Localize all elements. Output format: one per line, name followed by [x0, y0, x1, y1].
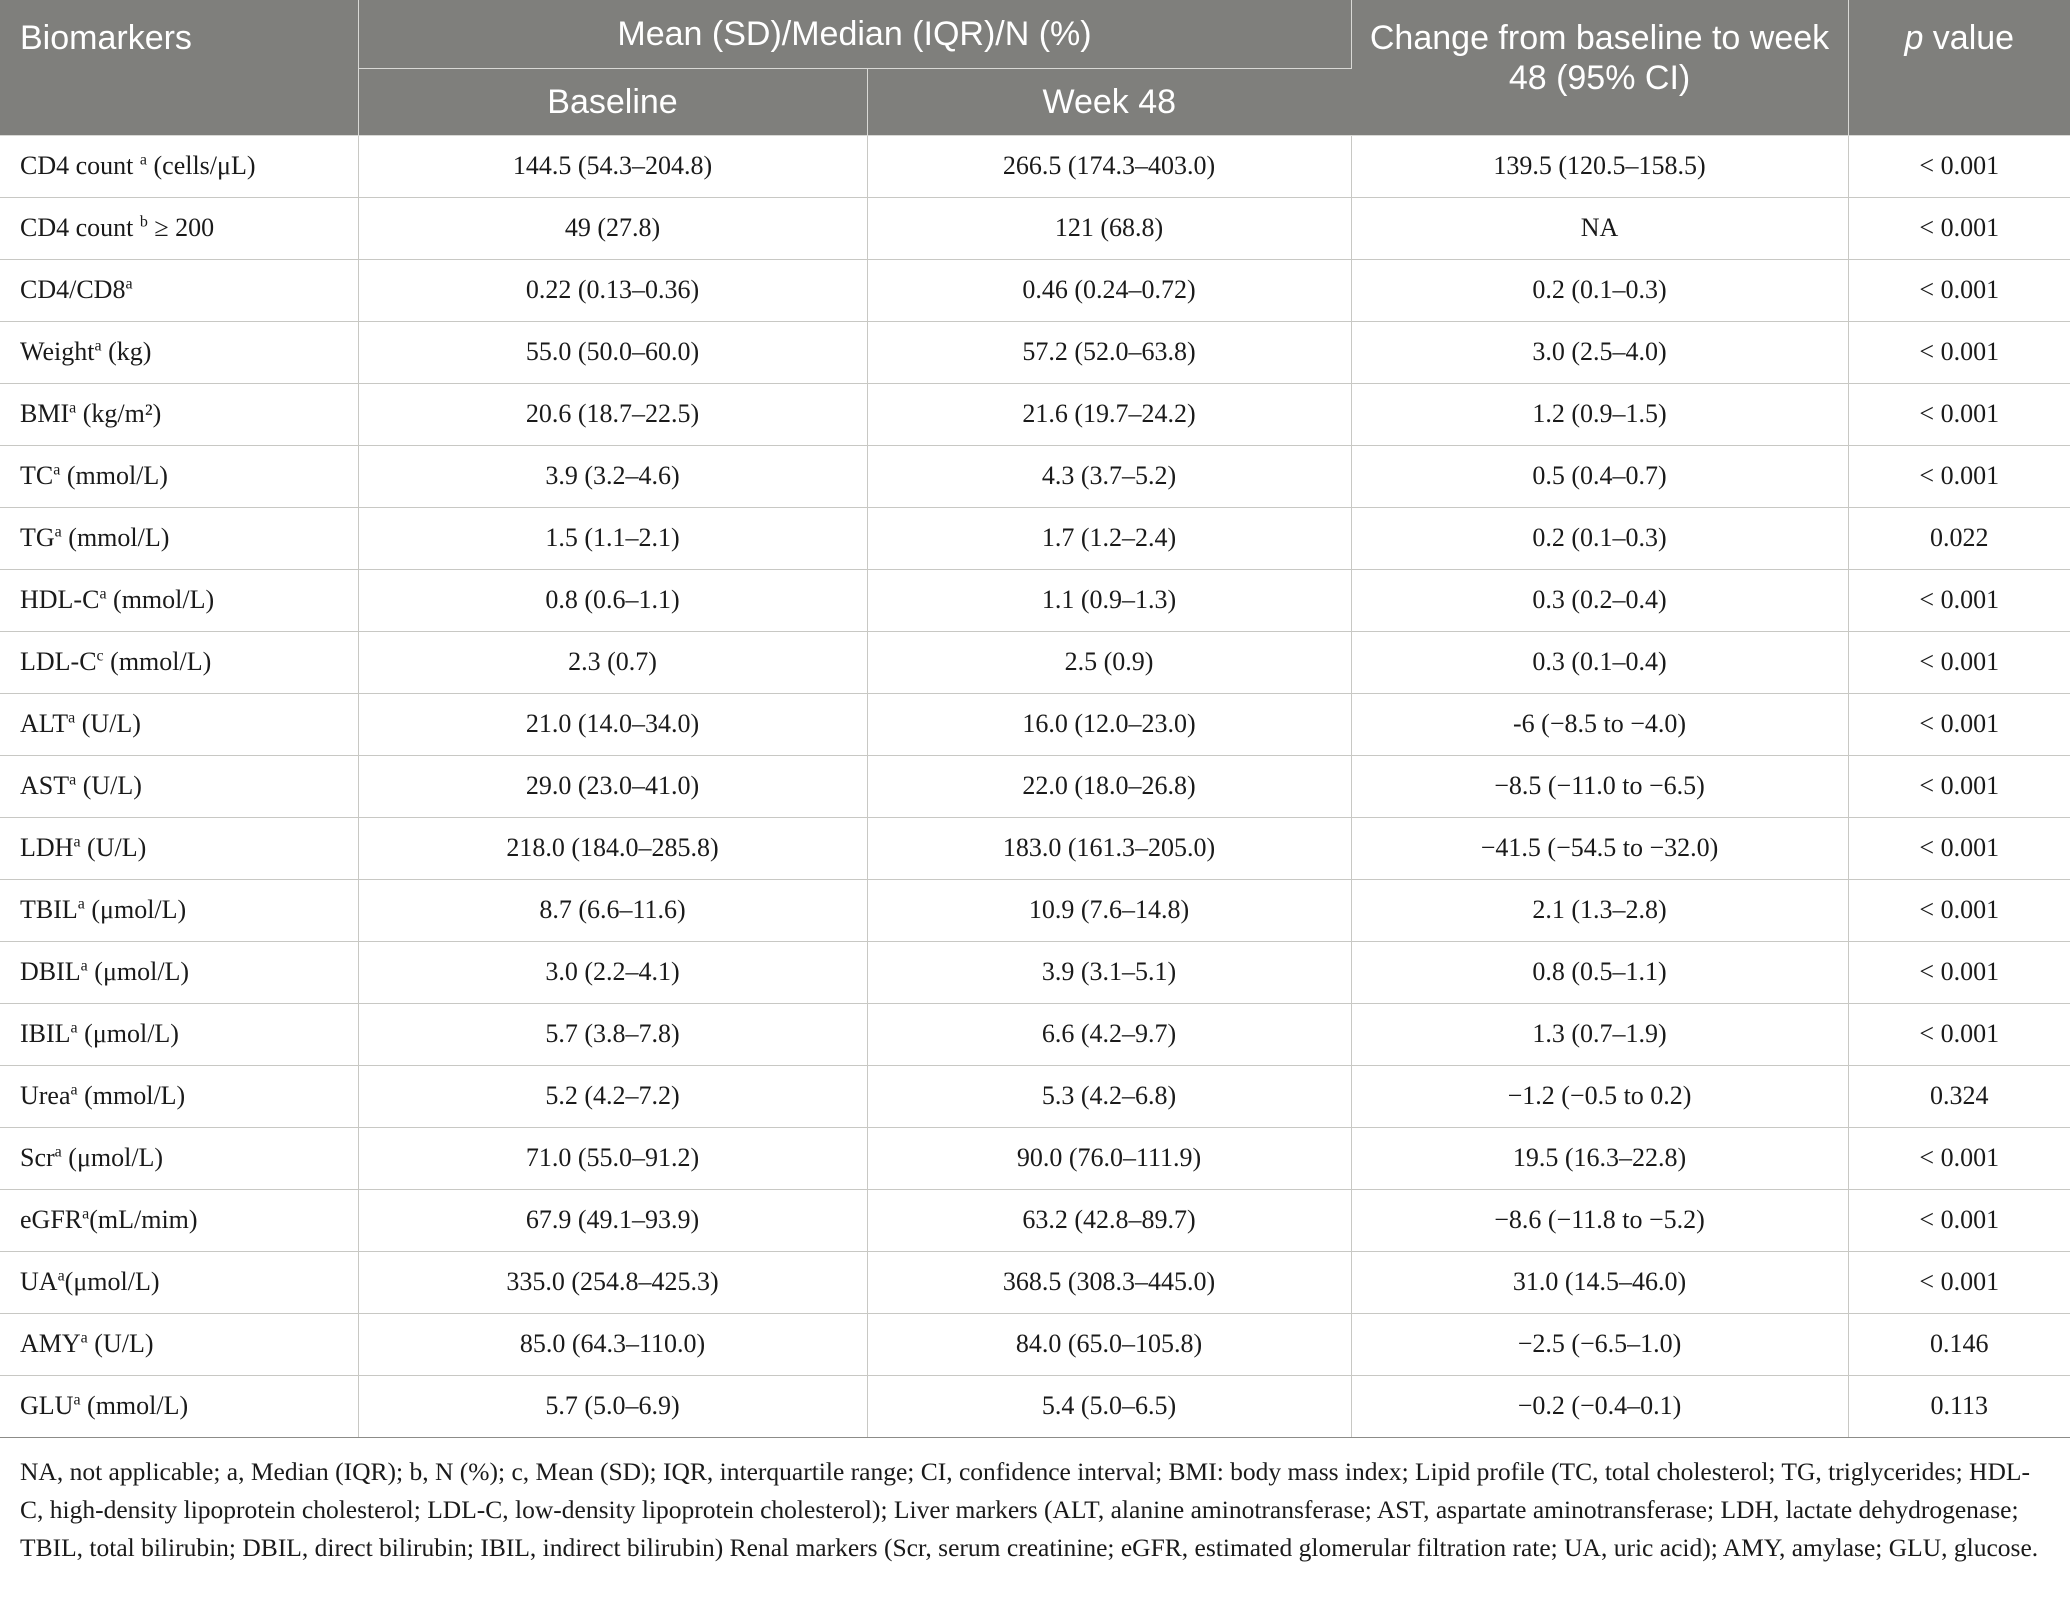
cell-baseline: 0.22 (0.13–0.36): [358, 259, 867, 321]
cell-change: −2.5 (−6.5–1.0): [1351, 1313, 1848, 1375]
biomarker-name: Urea: [20, 1081, 71, 1110]
biomarker-name: TC: [20, 461, 54, 490]
biomarker-superscript: a: [94, 337, 102, 355]
header-baseline: Baseline: [358, 68, 867, 135]
table-row: [0, 693, 2070, 755]
cell-change: 0.2 (0.1–0.3): [1351, 507, 1848, 569]
biomarker-unit: (μmol/L): [84, 895, 187, 924]
cell-baseline: 29.0 (23.0–41.0): [358, 755, 867, 817]
header-group: Mean (SD)/Median (IQR)/N (%): [358, 0, 1351, 68]
cell-baseline: 67.9 (49.1–93.9): [358, 1189, 867, 1251]
biomarker-superscript: a: [73, 833, 81, 851]
cell-change: 0.8 (0.5–1.1): [1351, 941, 1848, 1003]
cell-p-value: < 0.001: [1848, 259, 2070, 321]
cell-week48: 21.6 (19.7–24.2): [867, 383, 1351, 445]
biomarker-superscript: a: [54, 523, 62, 541]
biomarker-unit: (mmol/L): [61, 523, 170, 552]
header-week48: Week 48: [867, 68, 1351, 135]
cell-change: −1.2 (−0.5 to 0.2): [1351, 1065, 1848, 1127]
cell-biomarker: [0, 321, 358, 383]
table-header: [0, 0, 2070, 135]
biomarker-superscript: a: [54, 1143, 62, 1161]
table-row: [0, 445, 2070, 507]
cell-baseline: 3.0 (2.2–4.1): [358, 941, 867, 1003]
cell-biomarker: [0, 135, 358, 197]
biomarker-unit: (mmol/L): [77, 1081, 186, 1110]
biomarker-name: TBIL: [20, 895, 78, 924]
table-row: [0, 569, 2070, 631]
biomarker-superscript: a: [53, 461, 61, 479]
biomarker-unit: (U/L): [76, 771, 142, 800]
cell-week48: 1.7 (1.2–2.4): [867, 507, 1351, 569]
cell-baseline: 0.8 (0.6–1.1): [358, 569, 867, 631]
cell-p-value: < 0.001: [1848, 631, 2070, 693]
table-footnote: NA, not applicable; a, Median (IQR); b, N (%); c, Mean (SD); IQR, interquartile range; CI, confidence interval; BMI: body mass index; Lipid profile (TC, total cholesterol; TG, triglycerides; HDL-C, high-density lipoprotein cholesterol; LDL-C, low-density lipoprotein cholesterol); Liver markers (ALT, alanine aminotransferase; AST, aspartate aminotransferase; LDH, lactate dehydrogenase; TBIL, total bilirubin; DBIL, direct bilirubin; IBIL, indirect bilirubin) Renal markers (Scr, serum creatinine; eGFR, estimated glomerular filtration rate; UA, uric acid); AMY, amylase; GLU, glucose.: [20, 1456, 2039, 1562]
table-row: [0, 941, 2070, 1003]
cell-p-value: 0.022: [1848, 507, 2070, 569]
cell-biomarker: [0, 941, 358, 1003]
table-row: [0, 1127, 2070, 1189]
biomarker-superscript: a: [69, 771, 77, 789]
cell-week48: 22.0 (18.0–26.8): [867, 755, 1351, 817]
cell-week48: 183.0 (161.3–205.0): [867, 817, 1351, 879]
cell-change: 31.0 (14.5–46.0): [1351, 1251, 1848, 1313]
cell-change: 1.2 (0.9–1.5): [1351, 383, 1848, 445]
biomarker-unit: (μmol/L): [87, 957, 190, 986]
cell-week48: 121 (68.8): [867, 197, 1351, 259]
cell-biomarker: [0, 259, 358, 321]
table-row: [0, 755, 2070, 817]
biomarker-name: Weight: [20, 337, 95, 366]
cell-p-value: < 0.001: [1848, 321, 2070, 383]
biomarker-name: LDH: [20, 833, 74, 862]
biomarker-unit: (kg): [101, 337, 152, 366]
cell-week48: 6.6 (4.2–9.7): [867, 1003, 1351, 1065]
biomarker-name: ALT: [20, 709, 69, 738]
cell-p-value: < 0.001: [1848, 445, 2070, 507]
cell-week48: 1.1 (0.9–1.3): [867, 569, 1351, 631]
cell-change: 2.1 (1.3–2.8): [1351, 879, 1848, 941]
cell-week48: 57.2 (52.0–63.8): [867, 321, 1351, 383]
header-p-italic: p: [1904, 19, 1924, 57]
cell-week48: 10.9 (7.6–14.8): [867, 879, 1351, 941]
cell-week48: 0.46 (0.24–0.72): [867, 259, 1351, 321]
cell-p-value: 0.146: [1848, 1313, 2070, 1375]
header-change: Change from baseline to week 48 (95% CI): [1351, 0, 1848, 135]
table-row: [0, 383, 2070, 445]
cell-baseline: 55.0 (50.0–60.0): [358, 321, 867, 383]
table-row: [0, 197, 2070, 259]
biomarker-name: IBIL: [20, 1019, 71, 1048]
biomarker-superscript: a: [70, 1081, 78, 1099]
cell-week48: 90.0 (76.0–111.9): [867, 1127, 1351, 1189]
biomarker-unit: (mmol/L): [60, 461, 168, 490]
cell-biomarker: [0, 817, 358, 879]
cell-baseline: 2.3 (0.7): [358, 631, 867, 693]
cell-biomarker: [0, 507, 358, 569]
cell-p-value: < 0.001: [1848, 197, 2070, 259]
biomarker-name: HDL-C: [20, 585, 100, 614]
cell-change: −8.6 (−11.8 to −5.2): [1351, 1189, 1848, 1251]
cell-biomarker: [0, 879, 358, 941]
cell-p-value: < 0.001: [1848, 879, 2070, 941]
cell-week48: 2.5 (0.9): [867, 631, 1351, 693]
cell-biomarker: [0, 197, 358, 259]
table-row: [0, 879, 2070, 941]
cell-p-value: < 0.001: [1848, 1127, 2070, 1189]
biomarker-name: CD4/CD8: [20, 275, 126, 304]
biomarker-unit: (U/L): [87, 1329, 154, 1358]
biomarker-superscript: a: [57, 1267, 65, 1285]
cell-baseline: 3.9 (3.2–4.6): [358, 445, 867, 507]
cell-change: −0.2 (−0.4–0.1): [1351, 1375, 1848, 1437]
biomarker-name: Scr: [20, 1143, 55, 1172]
table-row: [0, 631, 2070, 693]
biomarker-superscript: b: [139, 213, 148, 231]
cell-biomarker: [0, 631, 358, 693]
cell-baseline: 5.7 (5.0–6.9): [358, 1375, 867, 1437]
cell-week48: 266.5 (174.3–403.0): [867, 135, 1351, 197]
cell-baseline: 218.0 (184.0–285.8): [358, 817, 867, 879]
cell-biomarker: [0, 383, 358, 445]
biomarker-unit: (kg/m²): [76, 399, 162, 428]
cell-p-value: < 0.001: [1848, 1251, 2070, 1313]
cell-p-value: < 0.001: [1848, 755, 2070, 817]
table-row: [0, 1189, 2070, 1251]
cell-week48: 63.2 (42.8–89.7): [867, 1189, 1351, 1251]
cell-baseline: 5.7 (3.8–7.8): [358, 1003, 867, 1065]
cell-week48: 3.9 (3.1–5.1): [867, 941, 1351, 1003]
table-row: [0, 321, 2070, 383]
biomarker-superscript: a: [139, 151, 147, 169]
cell-biomarker: [0, 755, 358, 817]
biomarker-superscript: a: [69, 399, 77, 417]
table-row: [0, 817, 2070, 879]
biomarker-unit: (mmol/L): [103, 647, 212, 676]
table-row: [0, 1065, 2070, 1127]
cell-p-value: < 0.001: [1848, 1003, 2070, 1065]
cell-baseline: 1.5 (1.1–2.1): [358, 507, 867, 569]
biomarker-unit: (U/L): [75, 709, 141, 738]
biomarker-unit: (μmol/L): [61, 1143, 164, 1172]
cell-baseline: 21.0 (14.0–34.0): [358, 693, 867, 755]
cell-p-value: 0.113: [1848, 1375, 2070, 1437]
cell-change: −41.5 (−54.5 to −32.0): [1351, 817, 1848, 879]
cell-change: 1.3 (0.7–1.9): [1351, 1003, 1848, 1065]
header-p-rest: value: [1923, 19, 2015, 57]
biomarker-unit: (mL/mim): [89, 1205, 198, 1234]
cell-change: -6 (−8.5 to −4.0): [1351, 693, 1848, 755]
biomarker-name: CD4 count: [20, 151, 140, 180]
cell-week48: 4.3 (3.7–5.2): [867, 445, 1351, 507]
table-row: [0, 135, 2070, 197]
cell-biomarker: [0, 1003, 358, 1065]
cell-biomarker: [0, 445, 358, 507]
biomarker-name: BMI: [20, 399, 70, 428]
biomarker-superscript: a: [68, 709, 76, 727]
biomarker-unit: (μmol/L): [64, 1267, 160, 1296]
table-body: [0, 135, 2070, 1437]
cell-change: 0.3 (0.1–0.4): [1351, 631, 1848, 693]
cell-baseline: 5.2 (4.2–7.2): [358, 1065, 867, 1127]
cell-change: 19.5 (16.3–22.8): [1351, 1127, 1848, 1189]
cell-change: 0.5 (0.4–0.7): [1351, 445, 1848, 507]
biomarker-name: AMY: [20, 1329, 81, 1358]
cell-baseline: 20.6 (18.7–22.5): [358, 383, 867, 445]
cell-week48: 5.3 (4.2–6.8): [867, 1065, 1351, 1127]
table-row: [0, 1313, 2070, 1375]
cell-week48: 16.0 (12.0–23.0): [867, 693, 1351, 755]
cell-biomarker: [0, 569, 358, 631]
table-row: [0, 1251, 2070, 1313]
biomarker-name: DBIL: [20, 957, 81, 986]
cell-biomarker: [0, 1127, 358, 1189]
biomarker-unit: (mmol/L): [80, 1391, 189, 1420]
cell-biomarker: [0, 1375, 358, 1437]
table-row: [0, 1375, 2070, 1437]
biomarker-superscript: a: [82, 1205, 90, 1223]
biomarker-superscript: a: [80, 1329, 88, 1347]
cell-change: 0.3 (0.2–0.4): [1351, 569, 1848, 631]
cell-week48: 84.0 (65.0–105.8): [867, 1313, 1351, 1375]
cell-biomarker: [0, 1065, 358, 1127]
biomarker-name: AST: [20, 771, 70, 800]
table-row: [0, 507, 2070, 569]
cell-p-value: < 0.001: [1848, 135, 2070, 197]
cell-baseline: 335.0 (254.8–425.3): [358, 1251, 867, 1313]
biomarker-name: CD4 count: [20, 213, 140, 242]
cell-biomarker: [0, 1251, 358, 1313]
biomarker-superscript: c: [96, 647, 104, 665]
cell-p-value: < 0.001: [1848, 1189, 2070, 1251]
biomarker-unit: ≥ 200: [147, 213, 215, 242]
cell-baseline: 49 (27.8): [358, 197, 867, 259]
biomarker-name: eGFR: [20, 1205, 83, 1234]
biomarker-unit: (cells/μL): [147, 151, 256, 180]
header-p-value: [1848, 0, 2070, 135]
biomarker-superscript: a: [77, 895, 85, 913]
biomarker-unit: (μmol/L): [77, 1019, 179, 1048]
cell-baseline: 71.0 (55.0–91.2): [358, 1127, 867, 1189]
biomarker-superscript: a: [73, 1391, 81, 1409]
cell-week48: 368.5 (308.3–445.0): [867, 1251, 1351, 1313]
cell-p-value: < 0.001: [1848, 693, 2070, 755]
biomarker-name: GLU: [20, 1391, 74, 1420]
cell-change: 139.5 (120.5–158.5): [1351, 135, 1848, 197]
biomarker-name: LDL-C: [20, 647, 97, 676]
biomarker-unit: (U/L): [80, 833, 147, 862]
table-row: [0, 1003, 2070, 1065]
cell-p-value: < 0.001: [1848, 383, 2070, 445]
cell-baseline: 144.5 (54.3–204.8): [358, 135, 867, 197]
header-biomarkers: Biomarkers: [0, 0, 358, 135]
cell-baseline: 8.7 (6.6–11.6): [358, 879, 867, 941]
cell-p-value: < 0.001: [1848, 569, 2070, 631]
biomarker-superscript: a: [125, 275, 133, 293]
biomarker-unit: (mmol/L): [106, 585, 215, 614]
biomarker-superscript: a: [99, 585, 107, 603]
cell-p-value: < 0.001: [1848, 817, 2070, 879]
cell-change: 3.0 (2.5–4.0): [1351, 321, 1848, 383]
biomarker-name: TG: [20, 523, 55, 552]
biomarker-name: UA: [20, 1267, 58, 1296]
cell-change: NA: [1351, 197, 1848, 259]
biomarker-superscript: a: [70, 1019, 78, 1037]
cell-p-value: 0.324: [1848, 1065, 2070, 1127]
cell-p-value: < 0.001: [1848, 941, 2070, 1003]
cell-biomarker: [0, 1313, 358, 1375]
table-row: [0, 259, 2070, 321]
cell-biomarker: [0, 1189, 358, 1251]
cell-biomarker: [0, 693, 358, 755]
cell-week48: 5.4 (5.0–6.5): [867, 1375, 1351, 1437]
biomarker-superscript: a: [80, 957, 88, 975]
cell-change: 0.2 (0.1–0.3): [1351, 259, 1848, 321]
cell-change: −8.5 (−11.0 to −6.5): [1351, 755, 1848, 817]
cell-baseline: 85.0 (64.3–110.0): [358, 1313, 867, 1375]
